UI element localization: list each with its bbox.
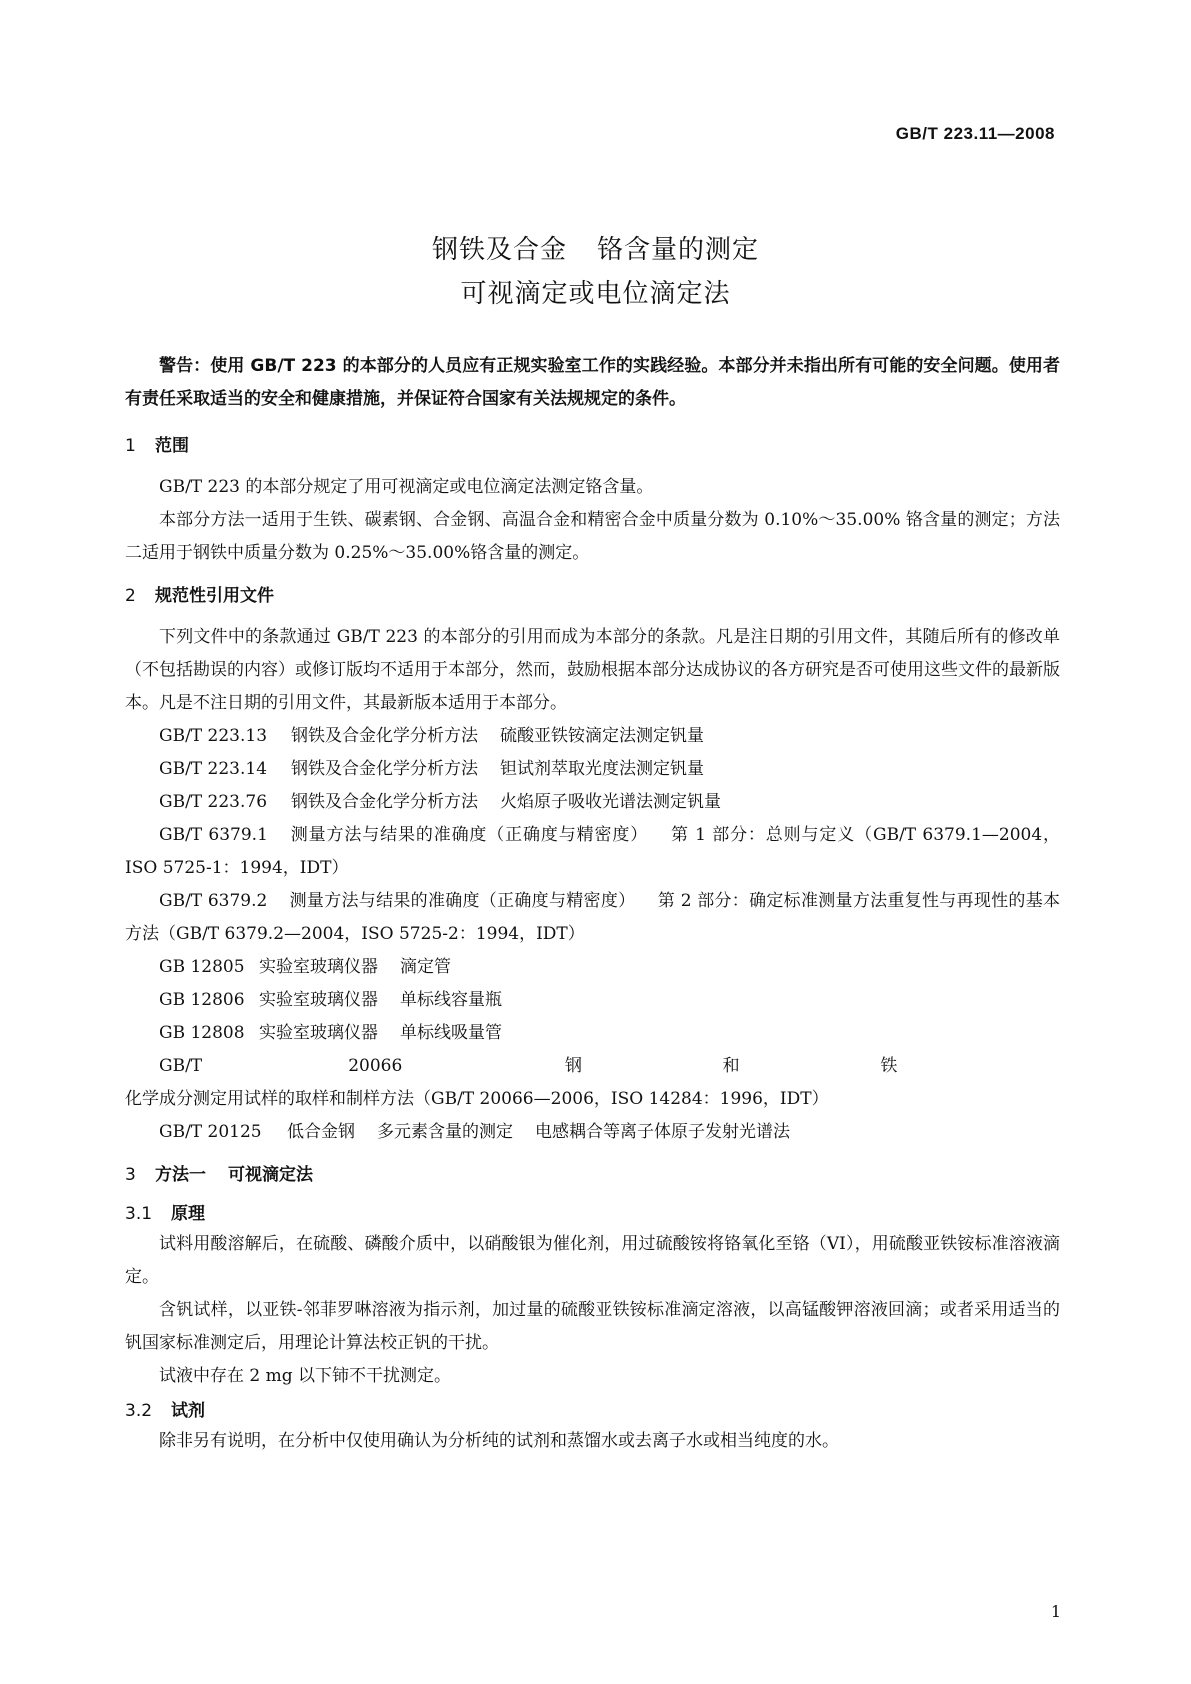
- section-title: 范围: [155, 436, 189, 456]
- reference-code: GB/T 223.14: [159, 759, 268, 779]
- section-3-1-heading: [125, 1200, 1060, 1228]
- reference-subtitle: 第 2 部分：确定标准测量方法重复性与再现性的基本方法（GB/T 6379.2—2004，ISO 5725-2：1994，IDT）: [125, 891, 1061, 944]
- principle-paragraph-1: 试料用酸溶解后，在硫酸、磷酸介质中，以硝酸银为催化剂，用过硫酸铵将铬氧化至铬（VI），用硫酸亚铁铵标准溶液滴定。: [125, 1234, 1060, 1287]
- reference-item: [125, 1050, 1060, 1116]
- principle-paragraph-3: 试液中存在 2 mg 以下铈不干扰测定。: [159, 1366, 452, 1386]
- title-line-1: [0, 228, 1191, 272]
- section-2-heading: [125, 580, 1060, 613]
- reference-title: 实验室玻璃仪器: [259, 957, 378, 977]
- subsection-number: 3.1: [125, 1204, 153, 1224]
- reference-item: [125, 786, 1060, 819]
- reference-code: GB 12805: [159, 957, 245, 977]
- reference-subtitle: 钽试剂萃取光度法测定钒量: [500, 759, 704, 779]
- reference-item: [125, 951, 1060, 984]
- scope-paragraph-2: 本部分方法一适用于生铁、碳素钢、合金钢、高温合金和精密合金中质量分数为 0.10%～35.00% 铬含量的测定；方法二适用于钢铁中质量分数为 0.25%～35.00%铬含量的测定。: [125, 510, 1060, 563]
- subsection-title: 原理: [171, 1204, 205, 1224]
- section-subtitle: 可视滴定法: [228, 1165, 313, 1185]
- warning-paragraph: 警告：使用 GB/T 223 的本部分的人员应有正规实验室工作的实践经验。本部分并未指出所有可能的安全问题。使用者有责任采取适当的安全和健康措施，并保证符合国家有关法规规定的条件。: [125, 356, 1060, 409]
- document-title: [0, 228, 1191, 316]
- scope-paragraph-1: GB/T 223 的本部分规定了用可视滴定或电位滴定法测定铬含量。: [159, 477, 654, 497]
- standard-number: GB/T 223.11—2008: [895, 124, 1055, 143]
- reference-code: GB/T 6379.2: [159, 891, 268, 911]
- reference-title: 实验室玻璃仪器: [259, 1023, 378, 1043]
- reference-subtitle: 单标线吸量管: [400, 1023, 502, 1043]
- reference-subtitle: 火焰原子吸收光谱法测定钒量: [500, 792, 721, 812]
- reference-title: 钢铁及合金化学分析方法: [291, 726, 478, 746]
- reference-subtitle: 多元素含量的测定: [377, 1122, 513, 1142]
- reference-code: GB 12808: [159, 1023, 245, 1043]
- principle-paragraph-2: 含钒试样，以亚铁-邻菲罗啉溶液为指示剂，加过量的硫酸亚铁铵标准滴定溶液，以高锰酸钾溶液回滴；或者采用适当的钒国家标准测定后，用理论计算法校正钒的干扰。: [125, 1300, 1060, 1353]
- reference-code: GB/T 223.13: [159, 726, 268, 746]
- title-part-1: 钢铁及合金: [431, 235, 567, 265]
- reference-item: [125, 1017, 1060, 1050]
- reference-subtitle: 第 1 部分：总则与定义（GB/T 6379.1—2004，ISO 5725-1：1994，IDT）: [125, 825, 1061, 878]
- title-part-2: 铬含量的测定: [597, 235, 760, 265]
- reference-code: GB/T 20125: [159, 1122, 262, 1142]
- reference-item: [125, 885, 1060, 951]
- reference-code: GB/T 6379.1: [159, 825, 268, 845]
- section-number: 3: [125, 1165, 136, 1185]
- reference-subtitle: 硫酸亚铁铵滴定法测定钒量: [500, 726, 704, 746]
- reference-item: [125, 819, 1060, 885]
- reference-title: 钢铁及合金化学分析方法: [291, 759, 478, 779]
- reference-subtitle-2: 电感耦合等离子体原子发射光谱法: [535, 1122, 790, 1142]
- reference-title: 实验室玻璃仪器: [259, 990, 378, 1010]
- section-title: 方法一: [155, 1165, 206, 1185]
- section-number: 1: [125, 436, 136, 456]
- reference-item: [125, 1116, 1060, 1149]
- section-3-2-heading: [125, 1397, 1060, 1425]
- section-title: 规范性引用文件: [155, 586, 274, 606]
- document-body: [125, 350, 1060, 1458]
- references-intro: 下列文件中的条款通过 GB/T 223 的本部分的引用而成为本部分的条款。凡是注日期的引用文件，其随后所有的修改单（不包括勘误的内容）或修订版均不适用于本部分，然而，鼓励根据本部分达成协议的各方研究是否可使用这些文件的最新版本。凡是不注日期的引用文件，其最新版本适用于本部分。: [125, 627, 1060, 713]
- section-number: 2: [125, 586, 136, 606]
- reference-code: GB 12806: [159, 990, 245, 1010]
- reference-item: [125, 720, 1060, 753]
- reference-item: [125, 753, 1060, 786]
- subsection-title: 试剂: [171, 1401, 205, 1421]
- reference-item: [125, 984, 1060, 1017]
- reference-code: GB/T 20066: [159, 1056, 403, 1076]
- reference-title: 测量方法与结果的准确度（正确度与精密度）: [289, 891, 636, 911]
- section-1-heading: [125, 430, 1060, 463]
- title-line-2: 可视滴定或电位滴定法: [460, 279, 731, 309]
- reference-subtitle: 滴定管: [400, 957, 451, 977]
- reference-title: 钢和铁: [424, 1056, 1039, 1076]
- section-3-heading: [125, 1159, 1060, 1192]
- page-number: 1: [1050, 1602, 1061, 1621]
- reference-title: 钢铁及合金化学分析方法: [291, 792, 478, 812]
- reference-subtitle: 单标线容量瓶: [400, 990, 502, 1010]
- reagents-paragraph: 除非另有说明，在分析中仅使用确认为分析纯的试剂和蒸馏水或去离子水或相当纯度的水。: [159, 1431, 839, 1451]
- subsection-number: 3.2: [125, 1401, 153, 1421]
- reference-title: 低合金钢: [287, 1122, 355, 1142]
- reference-subtitle: 化学成分测定用试样的取样和制样方法（GB/T 20066—2006，ISO 14284：1996，IDT）: [125, 1089, 829, 1109]
- reference-code: GB/T 223.76: [159, 792, 268, 812]
- reference-title: 测量方法与结果的准确度（正确度与精密度）: [289, 825, 649, 845]
